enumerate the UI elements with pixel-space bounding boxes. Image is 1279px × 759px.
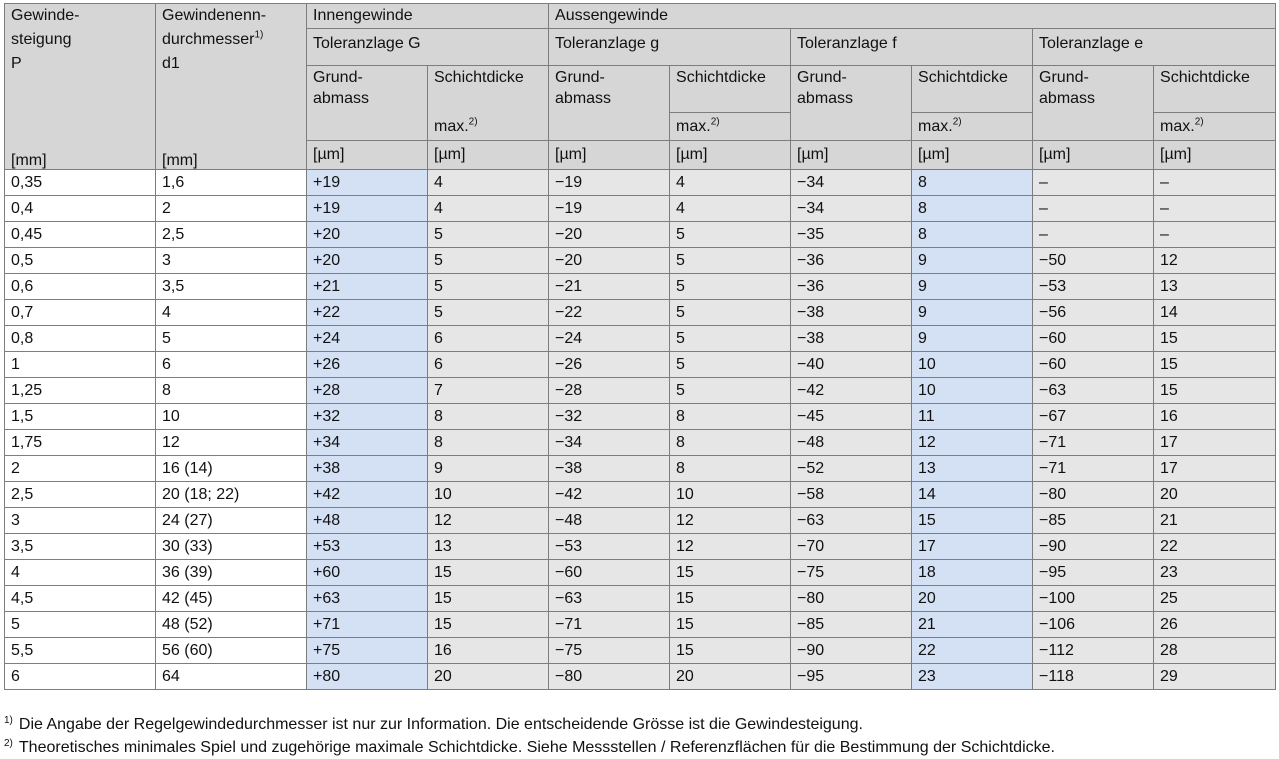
cell-grundabmass-G: +20 [307,222,428,248]
cell-grundabmass-G: +28 [307,378,428,404]
cell-schichtdicke-g: 15 [670,586,791,612]
header-tol-g: Toleranzlage g [549,29,791,66]
cell-schichtdicke-f: 10 [912,378,1033,404]
header-pitch [5,4,156,170]
cell-schichtdicke-f: 23 [912,664,1033,690]
cell-schichtdicke-f: 22 [912,638,1033,664]
cell-grundabmass-g: −20 [549,222,670,248]
cell-grundabmass-g: −19 [549,170,670,196]
cell-diameter: 3 [156,248,307,274]
header-unit-grund-f: [µm] [791,141,912,170]
thread-tolerance-table [4,3,1276,690]
cell-schichtdicke-f: 14 [912,482,1033,508]
header-aussengewinde: Aussengewinde [549,4,1276,29]
cell-diameter: 2 [156,196,307,222]
cell-grundabmass-e: −67 [1033,404,1154,430]
cell-schichtdicke-e: – [1154,196,1276,222]
table-row [5,352,1276,378]
cell-pitch: 1,25 [5,378,156,404]
cell-grundabmass-g: −26 [549,352,670,378]
cell-grundabmass-g: −80 [549,664,670,690]
cell-grundabmass-f: −58 [791,482,912,508]
table-body [5,170,1276,690]
cell-grundabmass-G: +75 [307,638,428,664]
header-schichtdicke-f: Schichtdicke [912,66,1033,113]
footnote-2-ref: 2) [468,116,478,128]
header-unit-grund-G: [µm] [307,141,428,170]
cell-grundabmass-f: −34 [791,196,912,222]
cell-pitch: 5,5 [5,638,156,664]
cell-grundabmass-e: −85 [1033,508,1154,534]
cell-grundabmass-g: −32 [549,404,670,430]
table-header [5,4,1276,170]
header-diameter [156,4,307,170]
footnotes [4,713,1055,759]
cell-grundabmass-e: −118 [1033,664,1154,690]
cell-pitch: 1 [5,352,156,378]
cell-grundabmass-f: −90 [791,638,912,664]
cell-diameter: 56 (60) [156,638,307,664]
cell-schichtdicke-f: 8 [912,222,1033,248]
cell-grundabmass-e: – [1033,196,1154,222]
cell-schichtdicke-G: 4 [428,196,549,222]
cell-pitch: 0,4 [5,196,156,222]
header-unit-grund-g: [µm] [549,141,670,170]
table-row [5,404,1276,430]
cell-grundabmass-e: −63 [1033,378,1154,404]
cell-pitch: 6 [5,664,156,690]
cell-pitch: 0,6 [5,274,156,300]
cell-grundabmass-G: +21 [307,274,428,300]
header-innengewinde: Innengewinde [307,4,549,29]
cell-schichtdicke-G: 13 [428,534,549,560]
cell-grundabmass-f: −80 [791,586,912,612]
cell-grundabmass-G: +42 [307,482,428,508]
cell-diameter: 64 [156,664,307,690]
cell-schichtdicke-f: 9 [912,248,1033,274]
cell-grundabmass-G: +48 [307,508,428,534]
cell-grundabmass-e: −71 [1033,456,1154,482]
cell-pitch: 1,5 [5,404,156,430]
cell-schichtdicke-G: 15 [428,586,549,612]
header-unit-schicht-e: [µm] [1154,141,1276,170]
cell-schichtdicke-G: 9 [428,456,549,482]
cell-grundabmass-G: +24 [307,326,428,352]
header-tol-e: Toleranzlage e [1033,29,1276,66]
cell-schichtdicke-g: 15 [670,612,791,638]
cell-schichtdicke-G: 8 [428,404,549,430]
header-schichtdicke-g: Schichtdicke [670,66,791,113]
cell-diameter: 36 (39) [156,560,307,586]
cell-grundabmass-f: −75 [791,560,912,586]
cell-grundabmass-g: −24 [549,326,670,352]
cell-schichtdicke-g: 5 [670,352,791,378]
table-row [5,560,1276,586]
cell-grundabmass-f: −85 [791,612,912,638]
cell-grundabmass-g: −63 [549,586,670,612]
cell-grundabmass-e: −60 [1033,352,1154,378]
table-row [5,586,1276,612]
cell-grundabmass-e: −50 [1033,248,1154,274]
table-row [5,170,1276,196]
cell-grundabmass-e: – [1033,222,1154,248]
cell-grundabmass-f: −95 [791,664,912,690]
cell-schichtdicke-g: 10 [670,482,791,508]
cell-diameter: 20 (18; 22) [156,482,307,508]
cell-schichtdicke-e: 21 [1154,508,1276,534]
header-schichtdicke-G: Schichtdicke [428,66,549,113]
cell-grundabmass-g: −21 [549,274,670,300]
header-unit-schicht-g: [µm] [670,141,791,170]
cell-pitch: 0,35 [5,170,156,196]
cell-schichtdicke-f: 12 [912,430,1033,456]
cell-pitch: 2 [5,456,156,482]
cell-schichtdicke-G: 7 [428,378,549,404]
cell-grundabmass-g: −53 [549,534,670,560]
header-max-G: max.$^{2)}$ [428,113,549,141]
table-row [5,638,1276,664]
header-tol-f: Toleranzlage f [791,29,1033,66]
table-row [5,378,1276,404]
cell-schichtdicke-f: 13 [912,456,1033,482]
cell-grundabmass-g: −34 [549,430,670,456]
cell-grundabmass-G: +80 [307,664,428,690]
cell-grundabmass-e: −53 [1033,274,1154,300]
cell-diameter: 8 [156,378,307,404]
cell-pitch: 3,5 [5,534,156,560]
cell-pitch: 3 [5,508,156,534]
cell-grundabmass-g: −19 [549,196,670,222]
table-row [5,456,1276,482]
header-pitch-label: Gewinde- steigung P [11,7,80,72]
footnote-1: $^{1)}$ Die Angabe der Regelgewindedurchmesser ist nur zur Information. Die entscheidende Grösse ist die Gewindesteigung. [4,714,863,733]
cell-grundabmass-G: +53 [307,534,428,560]
cell-schichtdicke-g: 4 [670,196,791,222]
cell-schichtdicke-f: 8 [912,170,1033,196]
cell-schichtdicke-e: 26 [1154,612,1276,638]
table-row [5,326,1276,352]
cell-grundabmass-G: +60 [307,560,428,586]
header-schichtdicke-e: Schichtdicke [1154,66,1276,113]
header-unit-grund-e: [µm] [1033,141,1154,170]
cell-schichtdicke-G: 5 [428,248,549,274]
table-row [5,274,1276,300]
cell-schichtdicke-e: 14 [1154,300,1276,326]
cell-schichtdicke-f: 21 [912,612,1033,638]
cell-schichtdicke-g: 12 [670,534,791,560]
cell-grundabmass-G: +26 [307,352,428,378]
cell-schichtdicke-G: 4 [428,170,549,196]
cell-pitch: 0,45 [5,222,156,248]
cell-grundabmass-e: −112 [1033,638,1154,664]
cell-grundabmass-G: +32 [307,404,428,430]
cell-schichtdicke-G: 15 [428,612,549,638]
cell-schichtdicke-f: 9 [912,274,1033,300]
cell-schichtdicke-e: – [1154,170,1276,196]
cell-schichtdicke-f: 11 [912,404,1033,430]
table-row [5,248,1276,274]
cell-schichtdicke-G: 10 [428,482,549,508]
cell-grundabmass-G: +20 [307,248,428,274]
cell-diameter: 2,5 [156,222,307,248]
table-row [5,612,1276,638]
cell-schichtdicke-e: 28 [1154,638,1276,664]
cell-schichtdicke-e: 13 [1154,274,1276,300]
table-row [5,508,1276,534]
cell-schichtdicke-f: 20 [912,586,1033,612]
cell-schichtdicke-G: 5 [428,300,549,326]
cell-grundabmass-e: −106 [1033,612,1154,638]
cell-pitch: 0,7 [5,300,156,326]
cell-grundabmass-f: −63 [791,508,912,534]
header-tol-G: Toleranzlage G [307,29,549,66]
cell-schichtdicke-e: 29 [1154,664,1276,690]
cell-grundabmass-f: −45 [791,404,912,430]
cell-schichtdicke-e: 17 [1154,430,1276,456]
cell-pitch: 4,5 [5,586,156,612]
cell-diameter: 12 [156,430,307,456]
cell-grundabmass-G: +71 [307,612,428,638]
header-unit-schicht-f: [µm] [912,141,1033,170]
cell-schichtdicke-e: 15 [1154,352,1276,378]
cell-pitch: 4 [5,560,156,586]
cell-grundabmass-g: −71 [549,612,670,638]
cell-schichtdicke-G: 8 [428,430,549,456]
cell-grundabmass-f: −52 [791,456,912,482]
cell-diameter: 42 (45) [156,586,307,612]
cell-grundabmass-f: −40 [791,352,912,378]
table-row [5,664,1276,690]
cell-schichtdicke-G: 5 [428,274,549,300]
cell-pitch: 0,5 [5,248,156,274]
cell-diameter: 6 [156,352,307,378]
cell-grundabmass-g: −48 [549,508,670,534]
cell-grundabmass-f: −35 [791,222,912,248]
cell-schichtdicke-g: 5 [670,222,791,248]
cell-diameter: 4 [156,300,307,326]
cell-grundabmass-G: +19 [307,170,428,196]
header-unit-schicht-G: [µm] [428,141,549,170]
cell-schichtdicke-f: 15 [912,508,1033,534]
cell-grundabmass-e: −100 [1033,586,1154,612]
cell-grundabmass-g: −75 [549,638,670,664]
cell-schichtdicke-g: 5 [670,378,791,404]
cell-grundabmass-f: −36 [791,248,912,274]
cell-schichtdicke-e: 17 [1154,456,1276,482]
cell-schichtdicke-e: 16 [1154,404,1276,430]
cell-grundabmass-g: −20 [549,248,670,274]
footnote-2-ref: 2) [1194,116,1204,128]
table-row [5,534,1276,560]
cell-schichtdicke-g: 8 [670,456,791,482]
cell-schichtdicke-e: 12 [1154,248,1276,274]
cell-pitch: 0,8 [5,326,156,352]
header-max-g: max.$^{2)}$ [670,113,791,141]
table-row [5,430,1276,456]
header-max-f: max.$^{2)}$ [912,113,1033,141]
tolerance-table-wrapper [4,3,1275,690]
header-diameter-label: Gewindenenn- durchmesser$^{1)}$ d1 [162,7,267,72]
cell-schichtdicke-g: 8 [670,404,791,430]
cell-schichtdicke-f: 9 [912,326,1033,352]
cell-diameter: 24 (27) [156,508,307,534]
cell-pitch: 5 [5,612,156,638]
cell-schichtdicke-G: 6 [428,352,549,378]
cell-grundabmass-G: +34 [307,430,428,456]
cell-diameter: 10 [156,404,307,430]
cell-diameter: 48 (52) [156,612,307,638]
cell-schichtdicke-g: 8 [670,430,791,456]
table-row [5,196,1276,222]
cell-grundabmass-e: −95 [1033,560,1154,586]
cell-grundabmass-e: −71 [1033,430,1154,456]
cell-schichtdicke-e: 20 [1154,482,1276,508]
cell-grundabmass-e: −90 [1033,534,1154,560]
cell-schichtdicke-g: 5 [670,274,791,300]
cell-grundabmass-e: −56 [1033,300,1154,326]
footnote-1-ref: 1) [254,29,264,41]
cell-schichtdicke-g: 4 [670,170,791,196]
cell-schichtdicke-e: 15 [1154,326,1276,352]
cell-grundabmass-g: −22 [549,300,670,326]
cell-schichtdicke-g: 12 [670,508,791,534]
header-grundabmass-g: Grund- abmass [549,66,670,141]
cell-schichtdicke-e: – [1154,222,1276,248]
cell-schichtdicke-g: 5 [670,326,791,352]
header-grundabmass-e: Grund- abmass [1033,66,1154,141]
cell-schichtdicke-G: 12 [428,508,549,534]
cell-grundabmass-G: +63 [307,586,428,612]
table-row [5,222,1276,248]
cell-grundabmass-G: +38 [307,456,428,482]
cell-grundabmass-f: −36 [791,274,912,300]
cell-grundabmass-G: +22 [307,300,428,326]
cell-grundabmass-g: −38 [549,456,670,482]
cell-grundabmass-g: −60 [549,560,670,586]
header-grundabmass-f: Grund- abmass [791,66,912,141]
header-diameter-unit: [mm] [162,152,198,169]
header-max-e: max.$^{2)}$ [1154,113,1276,141]
cell-grundabmass-f: −42 [791,378,912,404]
header-pitch-unit: [mm] [11,152,47,169]
cell-grundabmass-f: −38 [791,326,912,352]
cell-schichtdicke-g: 5 [670,300,791,326]
header-grundabmass-G: Grund- abmass [307,66,428,141]
cell-diameter: 16 (14) [156,456,307,482]
footnote-2-ref: 2) [952,116,962,128]
cell-grundabmass-g: −42 [549,482,670,508]
cell-schichtdicke-f: 8 [912,196,1033,222]
cell-schichtdicke-g: 5 [670,248,791,274]
cell-schichtdicke-f: 9 [912,300,1033,326]
cell-schichtdicke-G: 6 [428,326,549,352]
cell-schichtdicke-e: 25 [1154,586,1276,612]
cell-schichtdicke-g: 15 [670,638,791,664]
cell-schichtdicke-g: 20 [670,664,791,690]
cell-schichtdicke-f: 17 [912,534,1033,560]
cell-grundabmass-f: −70 [791,534,912,560]
cell-schichtdicke-g: 15 [670,560,791,586]
cell-grundabmass-f: −38 [791,300,912,326]
cell-pitch: 1,75 [5,430,156,456]
cell-diameter: 30 (33) [156,534,307,560]
cell-grundabmass-f: −48 [791,430,912,456]
table-row [5,482,1276,508]
cell-diameter: 1,6 [156,170,307,196]
cell-schichtdicke-G: 5 [428,222,549,248]
cell-grundabmass-e: – [1033,170,1154,196]
cell-schichtdicke-G: 15 [428,560,549,586]
footnote-2: $^{2)}$ Theoretisches minimales Spiel und zugehörige maximale Schichtdicke. Siehe Messstellen / Referenzflächen für die Bestimmung der Schichtdicke. [4,737,1055,756]
table-row [5,300,1276,326]
cell-pitch: 2,5 [5,482,156,508]
cell-diameter: 5 [156,326,307,352]
cell-grundabmass-G: +19 [307,196,428,222]
cell-schichtdicke-G: 20 [428,664,549,690]
cell-schichtdicke-f: 10 [912,352,1033,378]
cell-schichtdicke-f: 18 [912,560,1033,586]
cell-grundabmass-e: −60 [1033,326,1154,352]
cell-schichtdicke-e: 15 [1154,378,1276,404]
cell-schichtdicke-G: 16 [428,638,549,664]
cell-grundabmass-e: −80 [1033,482,1154,508]
cell-diameter: 3,5 [156,274,307,300]
cell-schichtdicke-e: 22 [1154,534,1276,560]
cell-grundabmass-g: −28 [549,378,670,404]
footnote-2-ref: 2) [710,116,720,128]
cell-schichtdicke-e: 23 [1154,560,1276,586]
cell-grundabmass-f: −34 [791,170,912,196]
